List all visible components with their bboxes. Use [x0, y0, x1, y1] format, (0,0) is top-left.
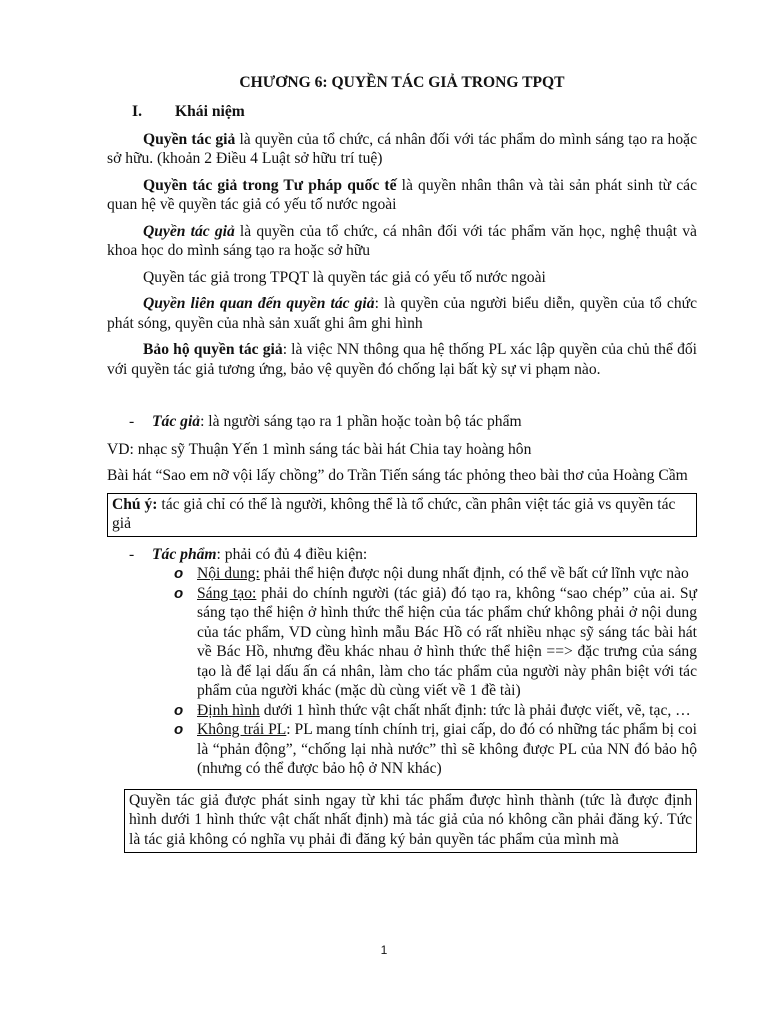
condition-item-content	[107, 564, 697, 584]
circle-bullet-icon: o	[174, 584, 184, 602]
note-text: tác giả chỉ có thể là người, không thể là tổ chức, cần phân việt tác giả vs quyền tác giả	[112, 495, 676, 532]
section-heading	[107, 102, 697, 122]
note-box	[107, 493, 697, 537]
final-note-box: Quyền tác giả được phát sinh ngay từ khi tác phẩm được hình thành (tức là được định hình dưới 1 hình thức vật chất nhất định) mà tác giả của nó không cần phải đăng ký. Tức là tác giả không có nghĩa vụ phải đi đăng ký bản quyền tác phẩm của mình mà	[124, 789, 697, 854]
term-bold: Quyền tác giả trong Tư pháp quốc tế	[143, 176, 397, 194]
term-bold-italic: Tác phẩm	[152, 545, 217, 563]
bullet-text: : phải có đủ 4 điều kiện:	[216, 545, 368, 563]
paragraph-copyright-definition	[107, 130, 697, 169]
condition-text: phải do chính người (tác giả) đó tạo ra, không “sao chép” của ai. Sự sáng tạo thể hiện ở hình thức thể hiện của tác phẩm chứ không phải ở nội dung của tác phẩm, VD cùng hình mẫu Bác Hồ có rất nhiều nhạc sỹ sáng tác bài hát về Bác Hồ, nhưng đều khác nhau ở hình thức thể hiện ==> đặc trưng của sáng tạo là để lại dấu ấn cá nhân, làm cho tác phẩm của người này phân biệt với tác phẩm của người khác (mặc dù cùng viết về 1 đề tài)	[197, 584, 697, 699]
term-bold-italic: Quyền tác giả	[143, 222, 235, 240]
bullet-author	[107, 412, 697, 432]
chapter-title: CHƯƠNG 6: QUYỀN TÁC GIẢ TRONG TPQT	[239, 74, 565, 91]
dash-marker: -	[129, 413, 135, 430]
paragraph-copyright-pil	[107, 176, 697, 215]
paragraph-text: là quyền của tổ chức, cá nhân đối với tác phẩm văn học, nghệ thuật và khoa học do mình sáng tạo ra hoặc sở hữu	[107, 222, 697, 259]
paragraph-text: : là quyền của người biểu diễn, quyền của tổ chức phát sóng, quyền của nhà sản xuất ghi âm ghi hình	[107, 295, 698, 332]
paragraph-text: : là việc NN thông qua hệ thống PL xác lập quyền của chủ thể đối với quyền tác giả tương ứng, bảo vệ quyền đó chống lại bất kỳ sự vi phạm nào.	[107, 341, 697, 378]
condition-label: Định hình	[197, 701, 260, 719]
condition-text: phải thể hiện được nội dung nhất định, có thể về bất cứ lĩnh vực nào	[259, 565, 689, 582]
condition-label: Sáng tạo:	[197, 584, 257, 602]
term-bold: Quyền tác giả	[143, 130, 236, 148]
condition-text: : PL mang tính chính trị, giai cấp, do đó có những tác phẩm bị coi là “phản động”, “chống lại nhà nước” thì sẽ không được PL của NN đó bảo hộ (nhưng có thể được bảo hộ ở NN khác)	[197, 721, 697, 777]
note-label: Chú ý:	[112, 495, 158, 513]
page-number: 1	[380, 943, 388, 957]
paragraph-copyright-protection	[107, 340, 697, 379]
condition-text: dưới 1 hình thức vật chất nhất định: tức là phải được viết, vẽ, tạc, …	[259, 701, 691, 719]
paragraph-text: là quyền nhân thân và tài sản phát sinh từ các quan hệ về quyền tác giả có yếu tố nước ngoài	[107, 176, 697, 213]
term-bold-italic: Tác giả	[152, 413, 201, 430]
paragraph-copyright-tpqt	[107, 268, 697, 288]
condition-item-form	[107, 701, 697, 721]
example-line: VD: nhạc sỹ Thuận Yến 1 mình sáng tác bài hát Chia tay hoàng hôn	[107, 440, 532, 458]
example-line: Bài hát “Sao em nỡ vội lấy chồng” do Trần Tiến sáng tác phỏng theo bài thơ của Hoàng Cầm	[107, 467, 688, 484]
paragraph-text: là quyền của tổ chức, cá nhân đối với tác phẩm do mình sáng tạo ra hoặc sở hữu. (khoản 2 Điều 4 Luật sở hữu trí tuệ)	[107, 130, 697, 167]
spacer	[107, 386, 697, 412]
document-body	[107, 73, 697, 853]
bullet-work	[107, 545, 697, 565]
term-bold-italic: Quyền liên quan đến quyền tác giả	[143, 295, 375, 312]
section-number: I.	[132, 102, 142, 120]
condition-label: Không trái PL	[197, 721, 287, 738]
paragraph-copyright-works	[107, 222, 697, 261]
circle-bullet-icon: o	[174, 721, 184, 738]
dash-marker: -	[129, 545, 135, 563]
bullet-text: : là người sáng tạo ra 1 phần hoặc toàn bộ tác phẩm	[200, 413, 522, 430]
condition-label: Nội dung:	[197, 565, 260, 582]
condition-item-creativity	[107, 584, 697, 701]
term-bold: Bảo hộ quyền tác giả	[143, 341, 283, 358]
condition-item-legality	[107, 720, 697, 779]
section-label: Khái niệm	[175, 102, 245, 120]
circle-bullet-icon: o	[174, 565, 184, 582]
paragraph-text: Quyền tác giả trong TPQT là quyền tác giả có yếu tố nước ngoài	[143, 268, 546, 286]
paragraph-related-rights	[107, 294, 697, 333]
circle-bullet-icon: o	[174, 701, 184, 719]
